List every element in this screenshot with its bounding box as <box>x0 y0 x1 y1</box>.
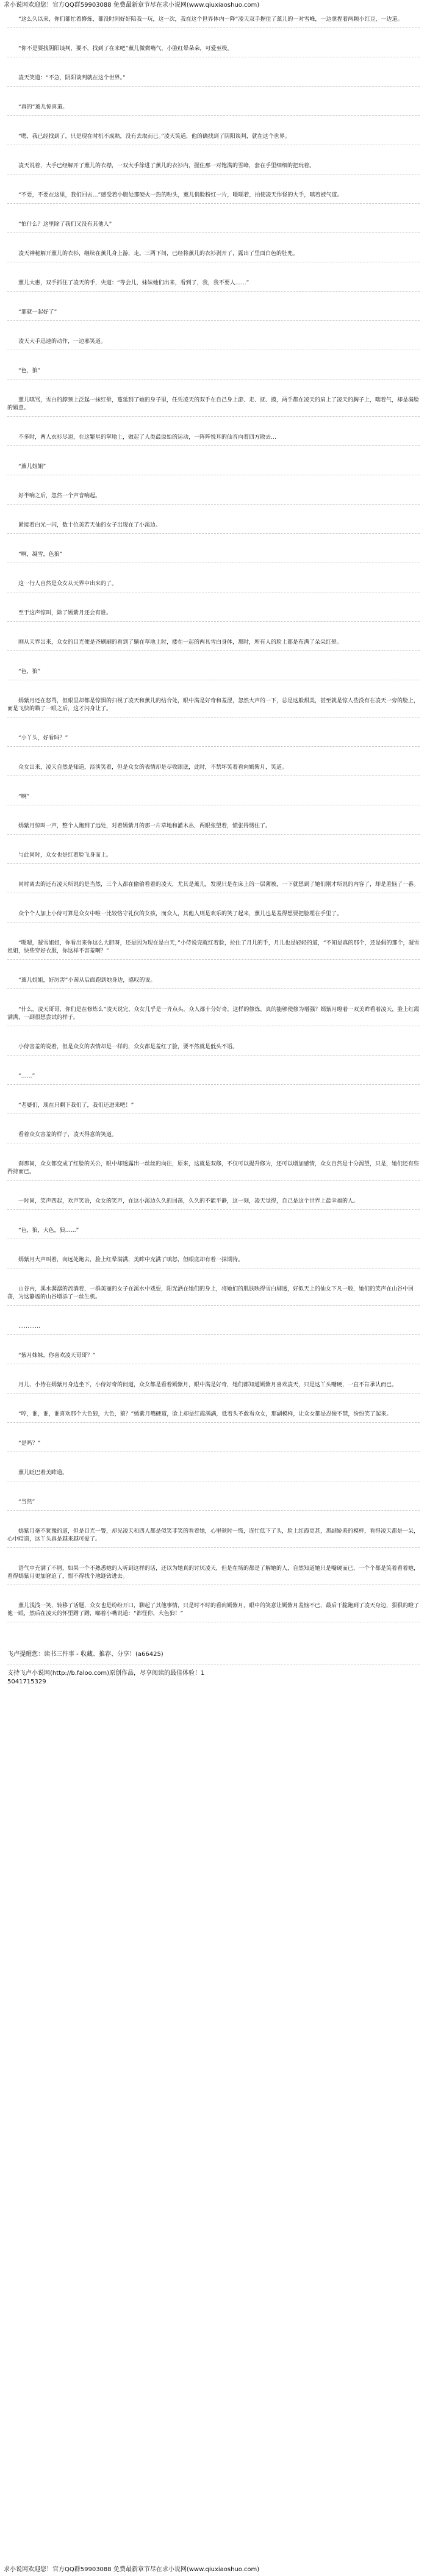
chapter-footer <box>0 1639 427 1686</box>
chapter-paragraph: “色，狼，大色，狼……” <box>7 1227 420 1239</box>
chapter-paragraph: “薰儿姐姐” <box>7 463 420 475</box>
chapter-paragraph: 凌天神秘解开薰儿的衣衫，继续在薰儿身上游，走。三两下间，已经将薰儿的衣衫剥开了，露出了里面白色的肚兜。 <box>7 250 420 262</box>
chapter-paragraph: 刹那间，众女都变成了红脸的关公，眼中却透露出一丝丝的向往，原来，这就是双修，不仅可以提升修为，还可以增加感情，众女自然是十分渴望，只是，她们还有些矜持而已。 <box>7 1160 420 1181</box>
header-banner-link[interactable]: 求小说网欢迎您！官方QQ群59903088 免费最新章节尽在求小说网(www.qiuxiaoshuo.com) <box>4 2 260 9</box>
chapter-paragraph: “真的”薰儿惊喜道。 <box>7 104 420 116</box>
chapter-paragraph: 薰儿浅浅一笑，转移了话题，众女也是纷纷开口，聊起了其他事情，只是时不时的看向嫣紫月，眼中的笑意让嫣紫月羞恼不已，最后干脆跑到了凌天身边，狠狠的瞪了他一眼，然后在凌天的怀里蹭了蹭，嘟着小嘴说道：“都怪你，大色狼！” <box>7 1602 420 1622</box>
chapter-paragraph: ………… <box>7 1323 420 1335</box>
chapter-paragraph: 紧接着白光一闪，数十位美若天仙的女子出现在了小溪边。 <box>7 522 420 534</box>
chapter-paragraph: 嫣紫月毫不犹豫的道，但是目光一瞥，却见凌天和四人都是似笑非笑的看着她，心里顿时一慌，连忙低下了头，脸上红霞更甚，那副娇羞的模样，看得凌天都是一呆，心中暗道，这丫头真是越来越可爱了。 <box>7 1528 420 1548</box>
chapter-paragraph: 月儿、小侍在嫣紫月身边坐下，小侍好奇的问道，众女都是看着嫣紫月，眼中满是好奇，她们都知道嫣紫月喜欢凌天，只是这丫头嘴硬，一直不肯承认而已。 <box>7 1381 420 1394</box>
chapter-paragraph: 好半响之后，忽然一个声音响起。 <box>7 492 420 505</box>
chapter-paragraph: “这么久以来，你们都忙着修炼，都没时间好好陪我一玩，这一次，我在这个世界体内一降“凌天双手握住了薰儿的一对雪峰，一边拿捏着两颗小红豆，一边道。 <box>7 16 420 28</box>
chapter-paragraph: 薰儿眨巴着美眸道。 <box>7 1469 420 1481</box>
footer-id: 5041715329 <box>7 1678 46 1685</box>
chapter-paragraph: “嗯嗯，凝雪姐姐，你看出来你这么大胆呀，还是因为现在是白天，”小侍说完就红着脸，拉住了月儿的手，月儿也是轻轻的道，“不知是真的那个，还是假的那个，凝雪姐姐，快些穿好衣服，你这样不害羞啊？” <box>7 940 420 960</box>
chapter-paragraph: 薰儿大惠，双手抓住了凌天的手，央道：“等会儿，妹妹她们出来，看到了，我，我不要人……” <box>7 279 420 292</box>
chapter-paragraph: 语气中充满了不屑，如果一个不熟悉她的人听到这样的话，还以为她真的讨厌凌天，但是在场的都是了解她的人，自然知道她只是嘴硬而已，一个个都是笑着看着她，看得嫣紫月更加窘迫了，恨不得找个地缝钻进去。 <box>7 1565 420 1585</box>
chapter-paragraph: 与此同时，众女也是红着脸飞身而上。 <box>7 852 420 864</box>
chapter-paragraph: 这一行人自然是众女从天界中出来的了。 <box>7 580 420 592</box>
chapter-paragraph: “薰儿姐姐，好厉害”小茜从后面跑到她身边，感叹的说。 <box>7 977 420 989</box>
chapter-paragraph: “老婆们，现在只剩下我们了，我们还进来吧！” <box>7 1102 420 1114</box>
chapter-content <box>0 11 427 1622</box>
chapter-paragraph: “当然” <box>7 1498 420 1511</box>
chapter-paragraph: “啊，凝雪，色狼” <box>7 551 420 563</box>
chapter-paragraph: “哼，谁，谁，谁喜欢那个大色狼，大色，狼？”嫣紫月嘴硬道，脸上却是红霞满满，低着头不敢看众女，那副模样，让众女都是忍俊不禁，纷纷笑了起来。 <box>7 1411 420 1423</box>
footer-support-link[interactable]: 支持飞卢小说网(http://b.faloo.com)原创作品，尽享阅读的最佳体验！1 <box>7 1670 205 1677</box>
chapter-paragraph: “色，狼” <box>7 668 420 680</box>
chapter-paragraph: 众个个人加上小侍可算是众女中唯一比较恪守礼仪的女孩，而众人，其他人则是欢乐的笑了起来，薰儿也是羞得想要把脸埋在手里了。 <box>7 910 420 923</box>
chapter-paragraph: 嫣紫月惊叫一声，整个人跑到了远处，对着嫣紫月的那一片草地和灌木丛，两眼张望着，慌张得愣住了。 <box>7 822 420 835</box>
header-banner <box>0 0 427 11</box>
chapter-paragraph: “嗯，我已经找到了，只是现在时机不成熟，没有去取而已。”凌天笑道，他的确找到了阴阳谈判，就在这个世界。 <box>7 133 420 145</box>
chapter-paragraph: 众女出来，凌天自然是知道，淡淡笑着，但是众女的表情却是尽收眼底，此时，不禁坏笑着看向嫣紫月，笑道。 <box>7 764 420 776</box>
chapter-paragraph: 同时离去的还有凌天所说的是当然，三个人都在偷偷看着的凌天，尤其是薰儿，发现只是在床上的一层薄被，一下就想到了她们刚才所说的内容了，却是羞恼了一番。 <box>7 881 420 893</box>
chapter-paragraph: “你不是要找阴阳谈判，要不，找到了在来吧”薰儿微微嘴气，小脸红晕朵朵，可爱至极。 <box>7 45 420 57</box>
chapter-paragraph: “什么，凌天哥哥，你们是在修炼么”凌天说完，众女几乎是一齐点头，众人都十分好奇，这样的修炼，真的能够使修为增强？嫣紫月瞪着一双美眸看着凌天，脸上红霞满满，一副很想尝试的样子。 <box>7 1006 420 1026</box>
chapter-paragraph: “怕什么？这里除了我们又没有其他人” <box>7 221 420 233</box>
chapter-paragraph: 看着众女害羞的样子，凌天得意的笑道。 <box>7 1131 420 1143</box>
chapter-paragraph: 刚从天界出来，众女的目光便是齐刷刷的看到了躺在草地上时，搂在一起的两具雪白身体，那时，所有人的脸上都是布满了朵朵红晕。 <box>7 639 420 651</box>
chapter-paragraph: “是吗？” <box>7 1440 420 1452</box>
chapter-paragraph: 小侍害羞的说着，但是众女的表情却是一样的，众女都是羞红了脸，要不然就是低头不语。 <box>7 1043 420 1056</box>
footer-reminder: 飞卢提醒您：读书三件事 - 收藏、推荐、分享！(a66425) <box>7 1651 163 1658</box>
chapter-paragraph: 山谷内，溪水潺潺的流淌着，一群美丽的女子在溪水中戏耍，阳光洒在她们的身上，将她们的肌肤映得雪白剔透，好似天上的仙女下凡一般，她们的笑声在山谷中回荡，为这静谧的山谷增添了一丝生机。 <box>7 1286 420 1306</box>
chapter-paragraph: 薰儿嗔骂，雪白的脖颈上泛起一抹红晕，蔓延到了她的身子里，任凭凌天的双手在自己身上游、走、抚、摸，两手都在凌天的肩上了凌天的胸子上，喘着气，却是满脸的媚意。 <box>7 397 420 417</box>
chapter-paragraph: “……” <box>7 1073 420 1085</box>
chapter-paragraph: “不要，不要在这里，我们回去…”感受着小腹处那硬火一热的粉头，薰儿俏脸粉红一片，嗫嚅着，拍使凌天作怪的大手，嗔着被气道。 <box>7 192 420 204</box>
chapter-paragraph: “色，狼” <box>7 367 420 380</box>
chapter-paragraph: “紫月妹妹，你喜欢凌天哥哥？” <box>7 1352 420 1364</box>
chapter-paragraph: 不多时，两人衣衫尽退，在这繁星的掌地上，做起了人类最原始的运动，一阵阵悦耳的仙音向着四方散去… <box>7 434 420 446</box>
chapter-paragraph: “啊” <box>7 793 420 805</box>
chapter-paragraph: 至于这声惊叫，除了嫣紫月还会有谁。 <box>7 610 420 622</box>
chapter-paragraph: 嫣紫月大声叫着，向远处跑去，脸上红晕满满，美眸中充满了嗔怒，但眼底却有着一抹期待。 <box>7 1256 420 1268</box>
chapter-paragraph: 一时间，笑声四起，欢声笑语，众女的笑声，在这小溪边久久的回荡，久久的不能平静，这一刻，凌天觉得，自己是这个世界上最幸福的人。 <box>7 1198 420 1210</box>
chapter-paragraph: 凌天大手迅速的动作，一边邪笑道。 <box>7 338 420 350</box>
chapter-paragraph: “小丫头，好看吗？” <box>7 735 420 747</box>
bottom-banner <box>0 2565 427 2575</box>
chapter-paragraph: 凌天笑道：“不急，阴阳谈判就在这个世界。” <box>7 74 420 87</box>
chapter-paragraph: 嫣紫月还在怒骂，但眼里却都是惊惧的扫视了凌天和薰儿的结合处，眼中满是好奇和羞涩，忽然大声的一下，总是这般甜美，甚至就是惊人些没有在凌天一旁的脸上，而是飞快的瞄了一眼之后，这才闪身让了。 <box>7 697 420 718</box>
chapter-paragraph: “那就一起好了” <box>7 309 420 321</box>
chapter-paragraph: 凌天说着，大手已经解开了薰儿的衣襟，一双大手徐进了薰儿的衣衫内，握住那一对饱满的雪峰，套在手里细细的把玩着。 <box>7 162 420 174</box>
bottom-banner-link[interactable]: 求小说网欢迎您！官方QQ群59903088 免费最新章节尽在求小说网(www.qiuxiaoshuo.com) <box>4 2566 260 2573</box>
